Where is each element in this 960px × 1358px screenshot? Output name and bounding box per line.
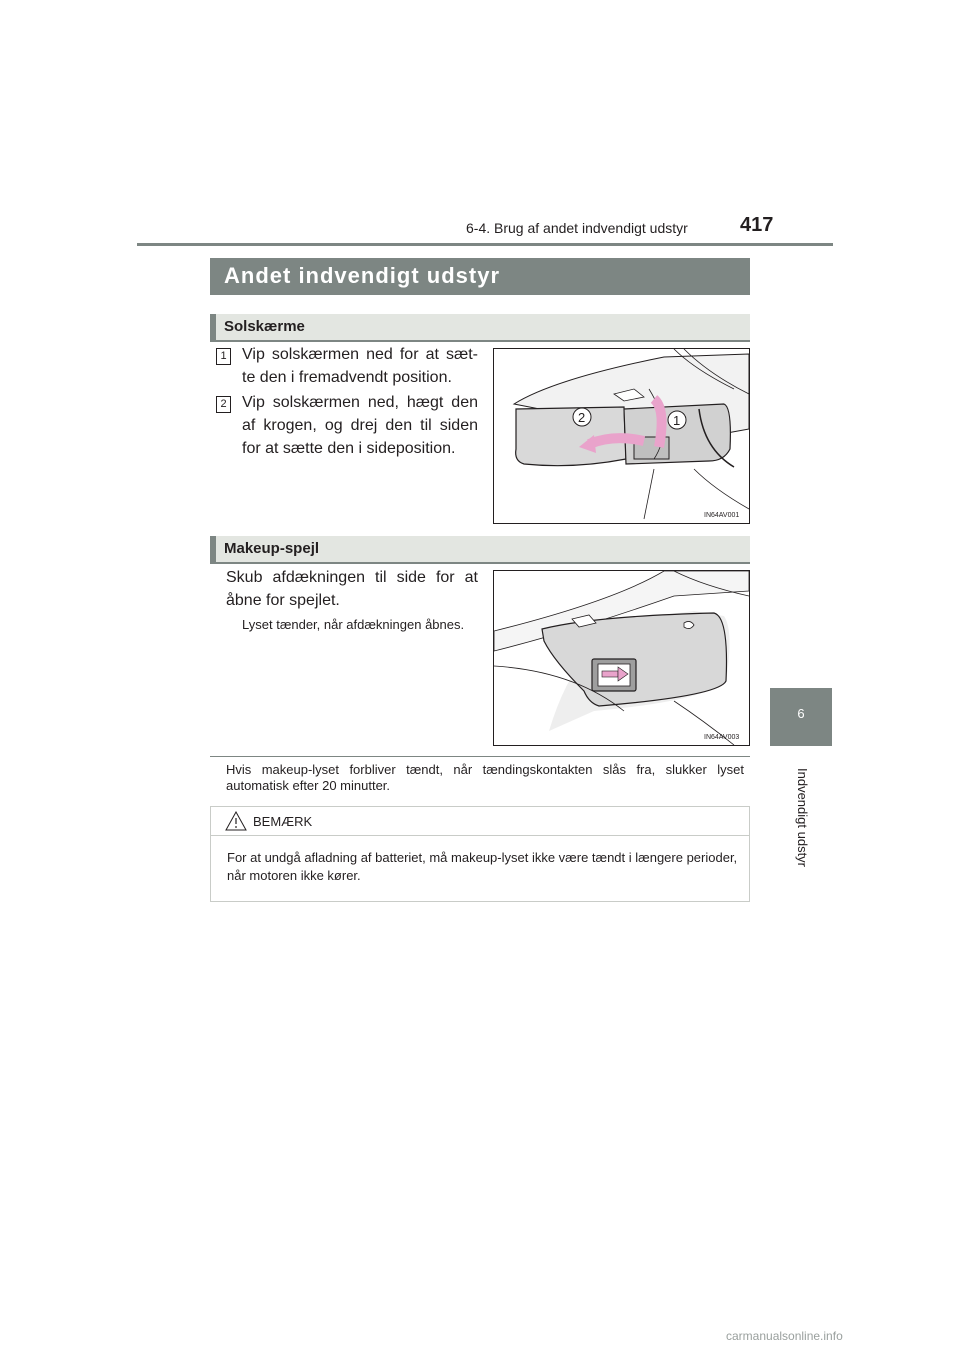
- notice-divider: [211, 835, 749, 836]
- subsection-title: Makeup-spejl: [224, 540, 320, 557]
- step-text-2: Vip solskærmen ned, hægt den af krogen, og drej den til siden for at sætte den i sideposition.: [242, 394, 478, 457]
- vanity-mirror-figure: [493, 570, 750, 746]
- chapter-label: Indvendigt udstyr: [795, 768, 810, 868]
- notice-text: For at undgå afladning af batteriet, må makeup-lyset ikke være tændt i længere perioder, når motoren ikke kører.: [227, 850, 738, 883]
- subsection-heading-sun-visors: [210, 314, 750, 342]
- header-section-title: 6-4. Brug af andet indvendigt udstyr: [466, 220, 688, 236]
- notice-box: [210, 806, 750, 902]
- chapter-tab: [770, 688, 832, 746]
- figure-code: IN64AV001: [704, 512, 740, 519]
- sun-visor-illustration: [494, 349, 749, 523]
- mirror-instruction: Skub afdækningen til side for at åbne for spejlet.: [226, 569, 478, 609]
- heading-marker: [210, 536, 216, 564]
- chapter-number: 6: [797, 706, 805, 721]
- page-number: 417: [740, 214, 774, 236]
- callout-2-label: 2: [578, 410, 586, 425]
- header-rule: [137, 243, 833, 246]
- section-title: Andet indvendigt udstyr: [224, 263, 500, 288]
- subsection-title: Solskærme: [224, 318, 305, 335]
- step-number-1: 1: [216, 348, 231, 365]
- step-text-1: Vip solskærmen ned for at sæt-te den i fremadvendt position.: [242, 346, 478, 386]
- vanity-mirror-illustration: [494, 571, 749, 745]
- warning-triangle-icon: [225, 811, 247, 831]
- step-number-2: 2: [216, 396, 231, 413]
- figure-code: IN64AV003: [704, 734, 740, 741]
- note-rule: [210, 756, 750, 757]
- heading-marker: [210, 314, 216, 342]
- note-text: Hvis makeup-lyset forbliver tændt, når tændingskontakten slås fra, slukker lyset automatisk efter 20 minutter.: [226, 762, 744, 793]
- watermark: carmanualsonline.info: [726, 1329, 843, 1343]
- callout-1-label: 1: [673, 413, 681, 428]
- mirror-subnote: Lyset tænder, når afdækningen åbnes.: [242, 617, 465, 632]
- sun-visor-figure: [493, 348, 750, 524]
- subsection-heading-vanity-mirror: [210, 536, 750, 564]
- notice-title: BEMÆRK: [253, 814, 313, 829]
- section-title-bar: [210, 258, 750, 295]
